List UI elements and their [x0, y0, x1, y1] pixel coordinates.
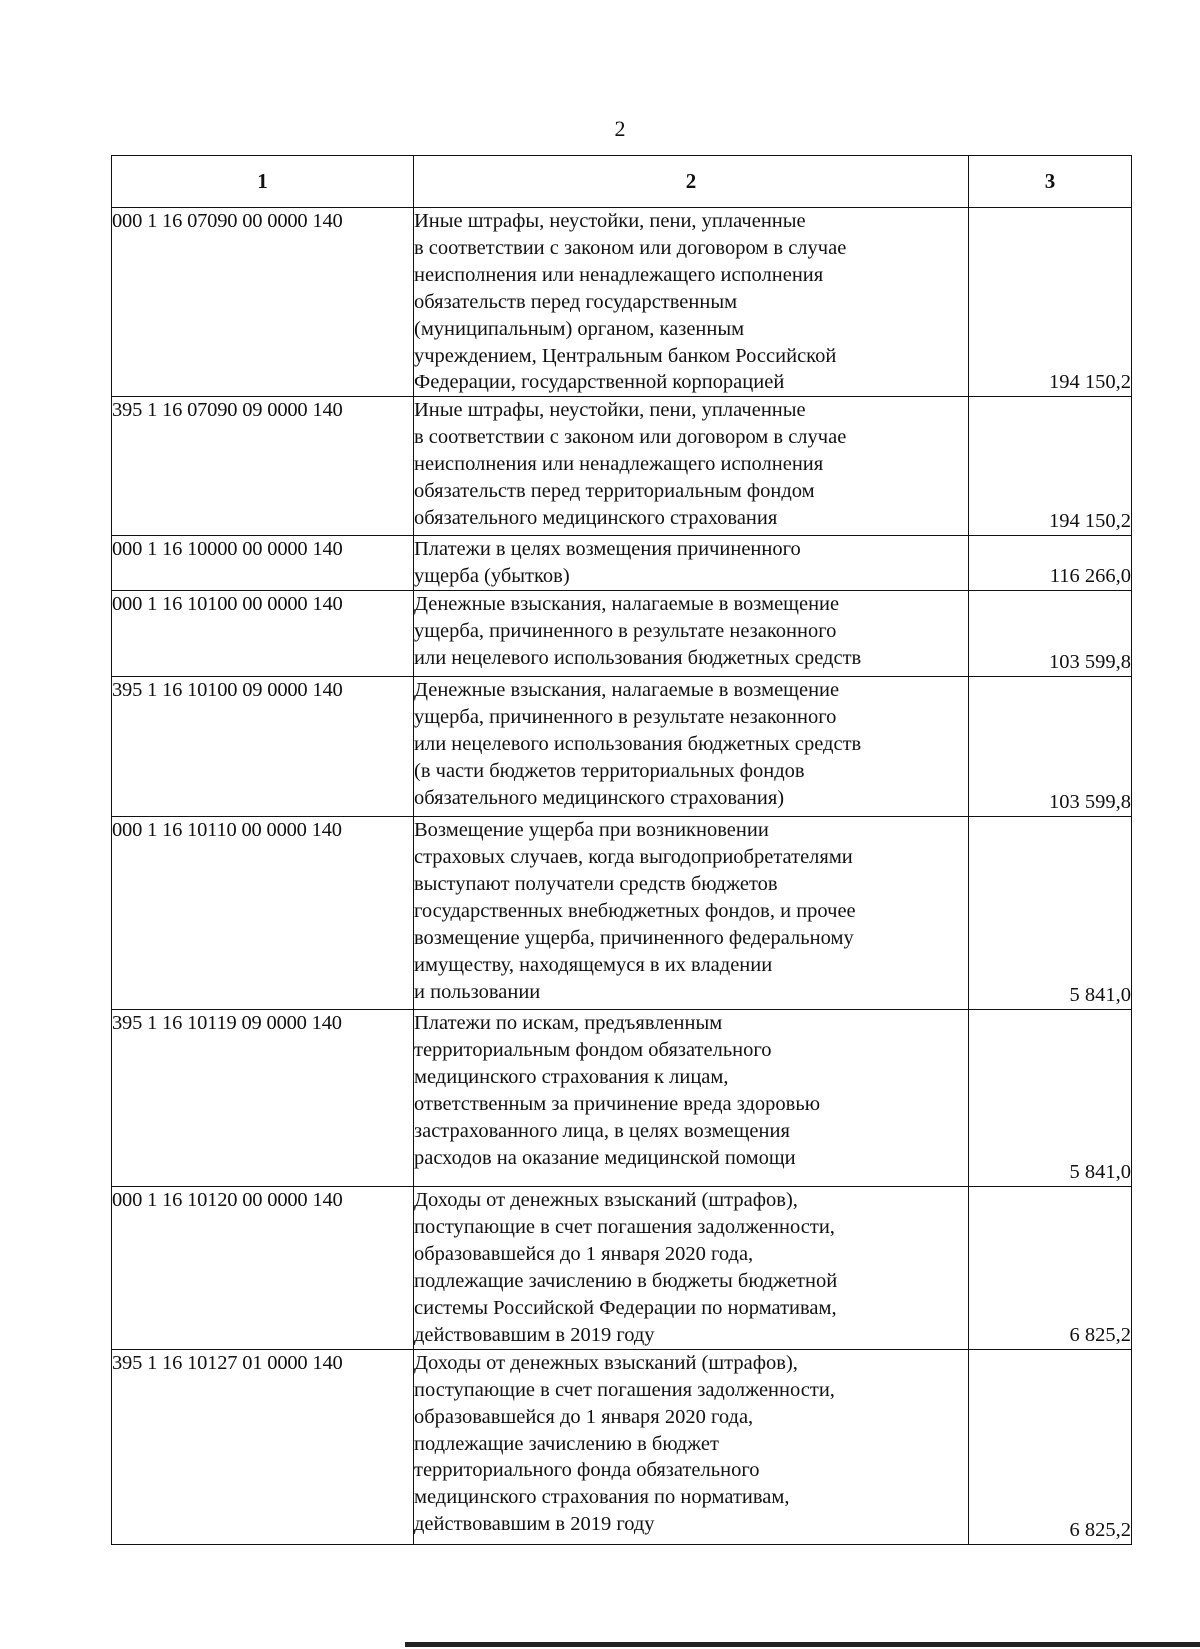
amount: 116 266,0 [969, 536, 1132, 591]
budget-code: 000 1 16 10100 00 0000 140 [112, 591, 414, 677]
table-body [112, 208, 1132, 1545]
budget-code: 395 1 16 10119 09 0000 140 [112, 1010, 414, 1187]
table-row [112, 677, 1132, 817]
page-number: 2 [614, 116, 626, 141]
header-row [112, 156, 1132, 208]
amount: 5 841,0 [969, 817, 1132, 1010]
table-row [112, 817, 1132, 1010]
budget-code: 000 1 16 10120 00 0000 140 [112, 1187, 414, 1349]
amount: 5 841,0 [969, 1010, 1132, 1187]
amount: 103 599,8 [969, 591, 1132, 677]
table-row [112, 1349, 1132, 1544]
income-description: Платежи в целях возмещения причиненного ущерба (убытков) [414, 536, 969, 591]
bottom-edge-rule [405, 1642, 1200, 1647]
amount: 6 825,2 [969, 1349, 1132, 1544]
budget-code: 395 1 16 10127 01 0000 140 [112, 1349, 414, 1544]
table-header [112, 156, 1132, 208]
income-description: Денежные взыскания, налагаемые в возмещение ущерба, причиненного в результате незаконного или нецелевого использования бюджетных средств [414, 591, 969, 677]
income-description: Платежи по искам, предъявленным территориальным фондом обязательного медицинского страхования к лицам, ответственным за причинение вреда здоровью застрахованного лица, в целях возмещения расходов на оказание медицинской помощи [414, 1010, 969, 1187]
revenue-table [111, 155, 1132, 1545]
table-row [112, 208, 1132, 397]
table-row [112, 591, 1132, 677]
column-header-1: 1 [112, 156, 414, 208]
amount: 194 150,2 [969, 397, 1132, 536]
table-row [112, 397, 1132, 536]
income-description: Иные штрафы, неустойки, пени, уплаченные в соответствии с законом или договором в случае неисполнения или ненадлежащего исполнения обязательств перед территориальным фондом обязательного медицинского страхования [414, 397, 969, 536]
income-description: Иные штрафы, неустойки, пени, уплаченные в соответствии с законом или договором в случае неисполнения или ненадлежащего исполнения обязательств перед государственным (муниципальным) органом, казенным учреждением, Центральным банком Российской Федерации, государственной корпорацией [414, 208, 969, 397]
income-description: Доходы от денежных взысканий (штрафов), поступающие в счет погашения задолженности, образовавшейся до 1 января 2020 года, подлежащие зачислению в бюджеты бюджетной системы Российской Федерации по нормативам, действовавшим в 2019 году [414, 1187, 969, 1349]
income-description: Денежные взыскания, налагаемые в возмещение ущерба, причиненного в результате незаконного или нецелевого использования бюджетных средств (в части бюджетов территориальных фондов обязательного медицинского страхования) [414, 677, 969, 817]
amount: 194 150,2 [969, 208, 1132, 397]
income-description: Возмещение ущерба при возникновении страховых случаев, когда выгодоприобретателями выступают получатели средств бюджетов государственных внебюджетных фондов, и прочее возмещение ущерба, причиненного федеральному имуществу, находящемуся в их владении и пользовании [414, 817, 969, 1010]
budget-code: 395 1 16 10100 09 0000 140 [112, 677, 414, 817]
budget-code: 000 1 16 10000 00 0000 140 [112, 536, 414, 591]
table-row [112, 536, 1132, 591]
table-row [112, 1010, 1132, 1187]
amount: 6 825,2 [969, 1187, 1132, 1349]
column-header-2: 2 [414, 156, 969, 208]
budget-code: 000 1 16 07090 00 0000 140 [112, 208, 414, 397]
budget-code: 000 1 16 10110 00 0000 140 [112, 817, 414, 1010]
income-description: Доходы от денежных взысканий (штрафов), поступающие в счет погашения задолженности, образовавшейся до 1 января 2020 года, подлежащие зачислению в бюджет территориального фонда обязательного медицинского страхования по нормативам, действовавшим в 2019 году [414, 1349, 969, 1544]
table-row [112, 1187, 1132, 1349]
budget-code: 395 1 16 07090 09 0000 140 [112, 397, 414, 536]
column-header-3: 3 [969, 156, 1132, 208]
amount: 103 599,8 [969, 677, 1132, 817]
